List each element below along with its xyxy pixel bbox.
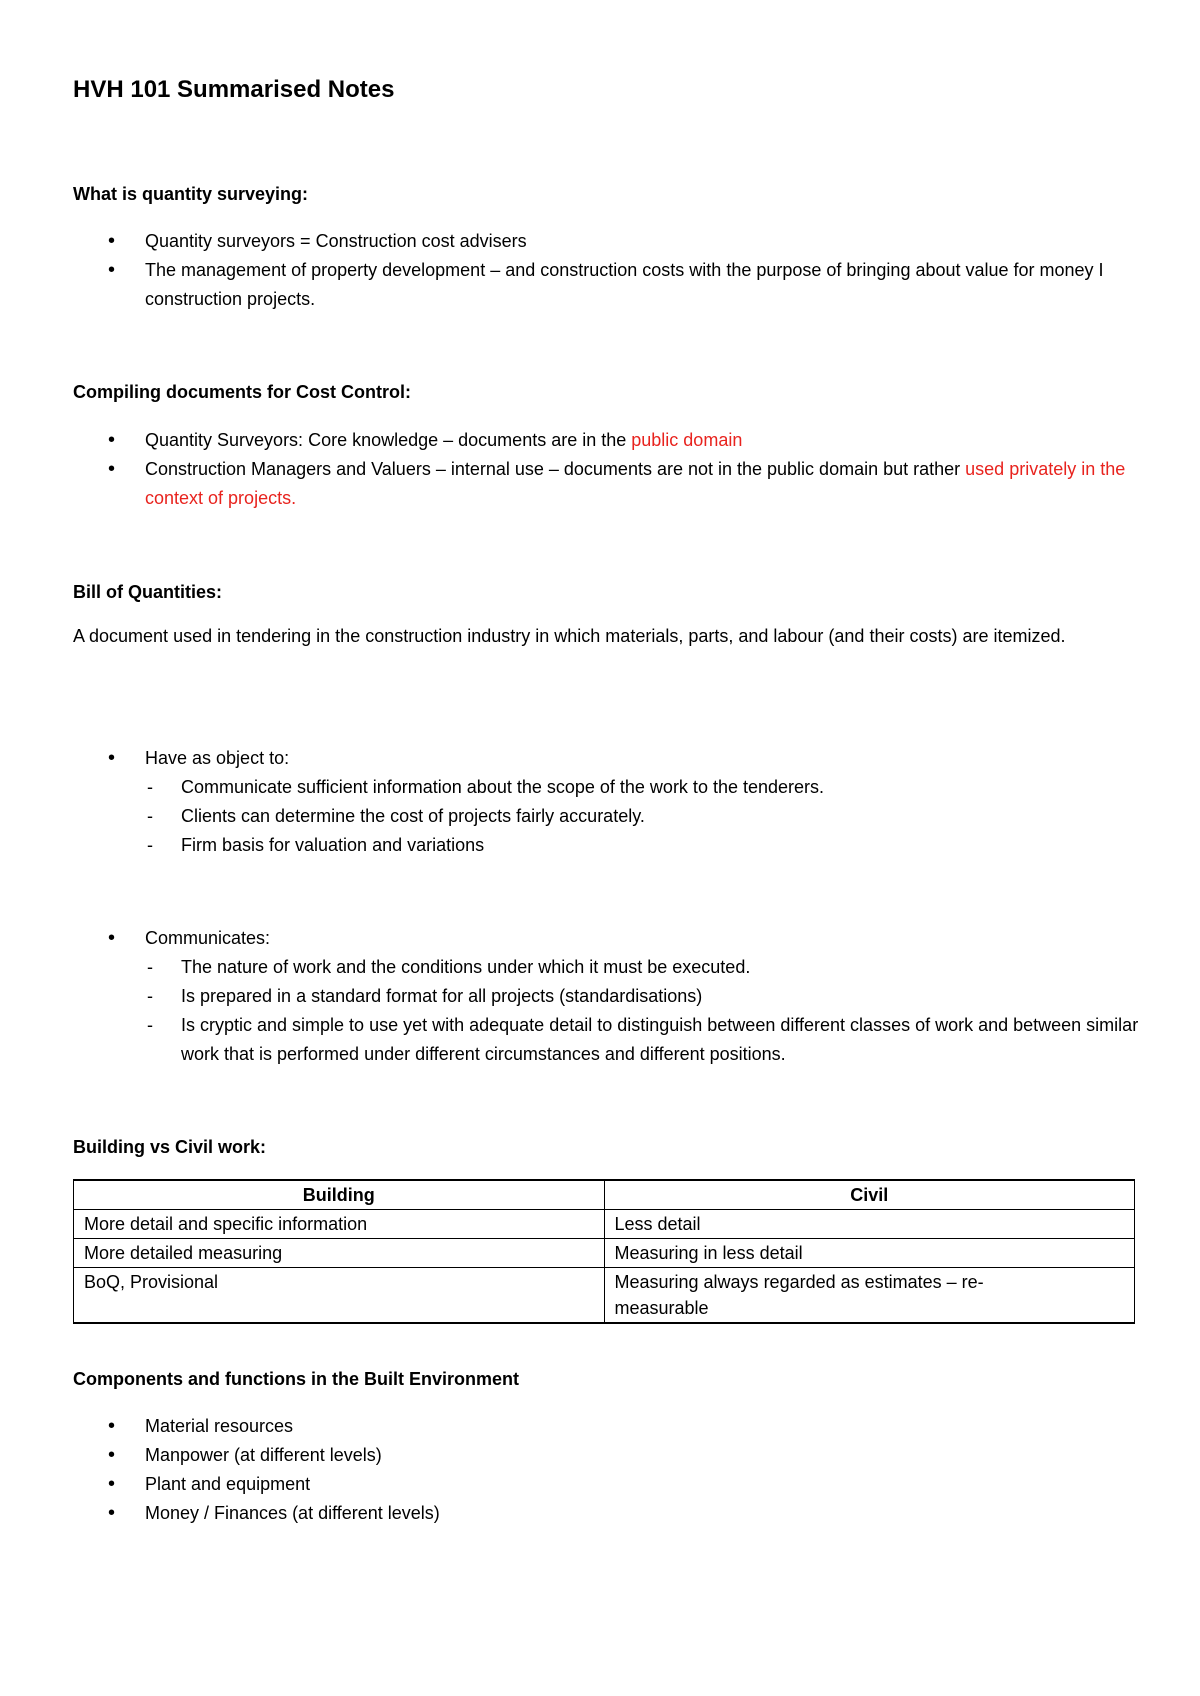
highlight-text: public domain [631,430,743,450]
cost-control-list [73,426,1143,513]
quantity-surveying-list [73,227,1143,314]
table-header-row [74,1180,1135,1210]
item-text: Quantity Surveyors: Core knowledge – documents are in the [145,430,632,450]
heading-bill-of-quantities: Bill of Quantities: [73,582,223,602]
communicates-label: Communicates: [145,928,271,948]
list-item [73,924,1143,1069]
boq-objects-list [73,744,1143,860]
list-item [73,455,1143,513]
highlight-text: used privately in the context of projects. [145,459,1126,508]
table-cell: Measuring in less detail [604,1239,1135,1268]
heading-quantity-surveying: What is quantity surveying: [73,184,309,204]
sub-list-item: - The nature of work and the conditions under which it must be executed. [145,953,1143,982]
table-row [74,1239,1135,1268]
table-cell: More detailed measuring [74,1239,605,1268]
building-civil-table [73,1179,1135,1324]
list-item: • The management of property development – and construction costs with the purpose of bringing about value for money I construction projects. [73,256,1143,314]
boq-description: A document used in tendering in the construction industry in which materials, parts, and labour (and their costs) are itemized. [73,626,1066,646]
list-item: • Material resources [73,1412,1143,1441]
item-text: Construction Managers and Valuers – internal use – documents are not in the public domain but rather [145,459,966,479]
document-title: HVH 101 Summarised Notes [73,76,395,103]
column-header-civil: Civil [604,1180,1135,1210]
column-header-building: Building [74,1180,605,1210]
boq-communicates-list [73,924,1143,1069]
table-row [74,1268,1135,1324]
sub-list-item: - Firm basis for valuation and variations [145,831,1143,860]
components-list [73,1412,1143,1528]
sub-list-item: - Communicate sufficient information about the scope of the work to the tenderers. [145,773,1143,802]
table-row [74,1210,1135,1239]
objects-label: Have as object to: [145,748,290,768]
table-cell: More detail and specific information [74,1210,605,1239]
sub-list-item: - Is cryptic and simple to use yet with adequate detail to distinguish between different classes of work and between similar work that is performed under different circumstances and different positions. [145,1011,1143,1069]
list-item: • Money / Finances (at different levels) [73,1499,1143,1528]
table-cell: Less detail [604,1210,1135,1239]
list-item: • Plant and equipment [73,1470,1143,1499]
list-item [73,426,1143,455]
list-item: • Quantity surveyors = Construction cost advisers [73,227,1143,256]
table-cell: Measuring always regarded as estimates – re-measurable [604,1268,1135,1324]
sub-list-item: - Clients can determine the cost of projects fairly accurately. [145,802,1143,831]
heading-cost-control: Compiling documents for Cost Control: [73,382,411,402]
table-cell: BoQ, Provisional [74,1268,605,1324]
list-item: • Manpower (at different levels) [73,1441,1143,1470]
sub-list-item: - Is prepared in a standard format for all projects (standardisations) [145,982,1143,1011]
heading-components: Components and functions in the Built Environment [73,1369,519,1389]
objects-sublist [145,773,1143,860]
list-item [73,744,1143,860]
communicates-sublist [145,953,1143,1069]
heading-building-vs-civil: Building vs Civil work: [73,1137,267,1157]
